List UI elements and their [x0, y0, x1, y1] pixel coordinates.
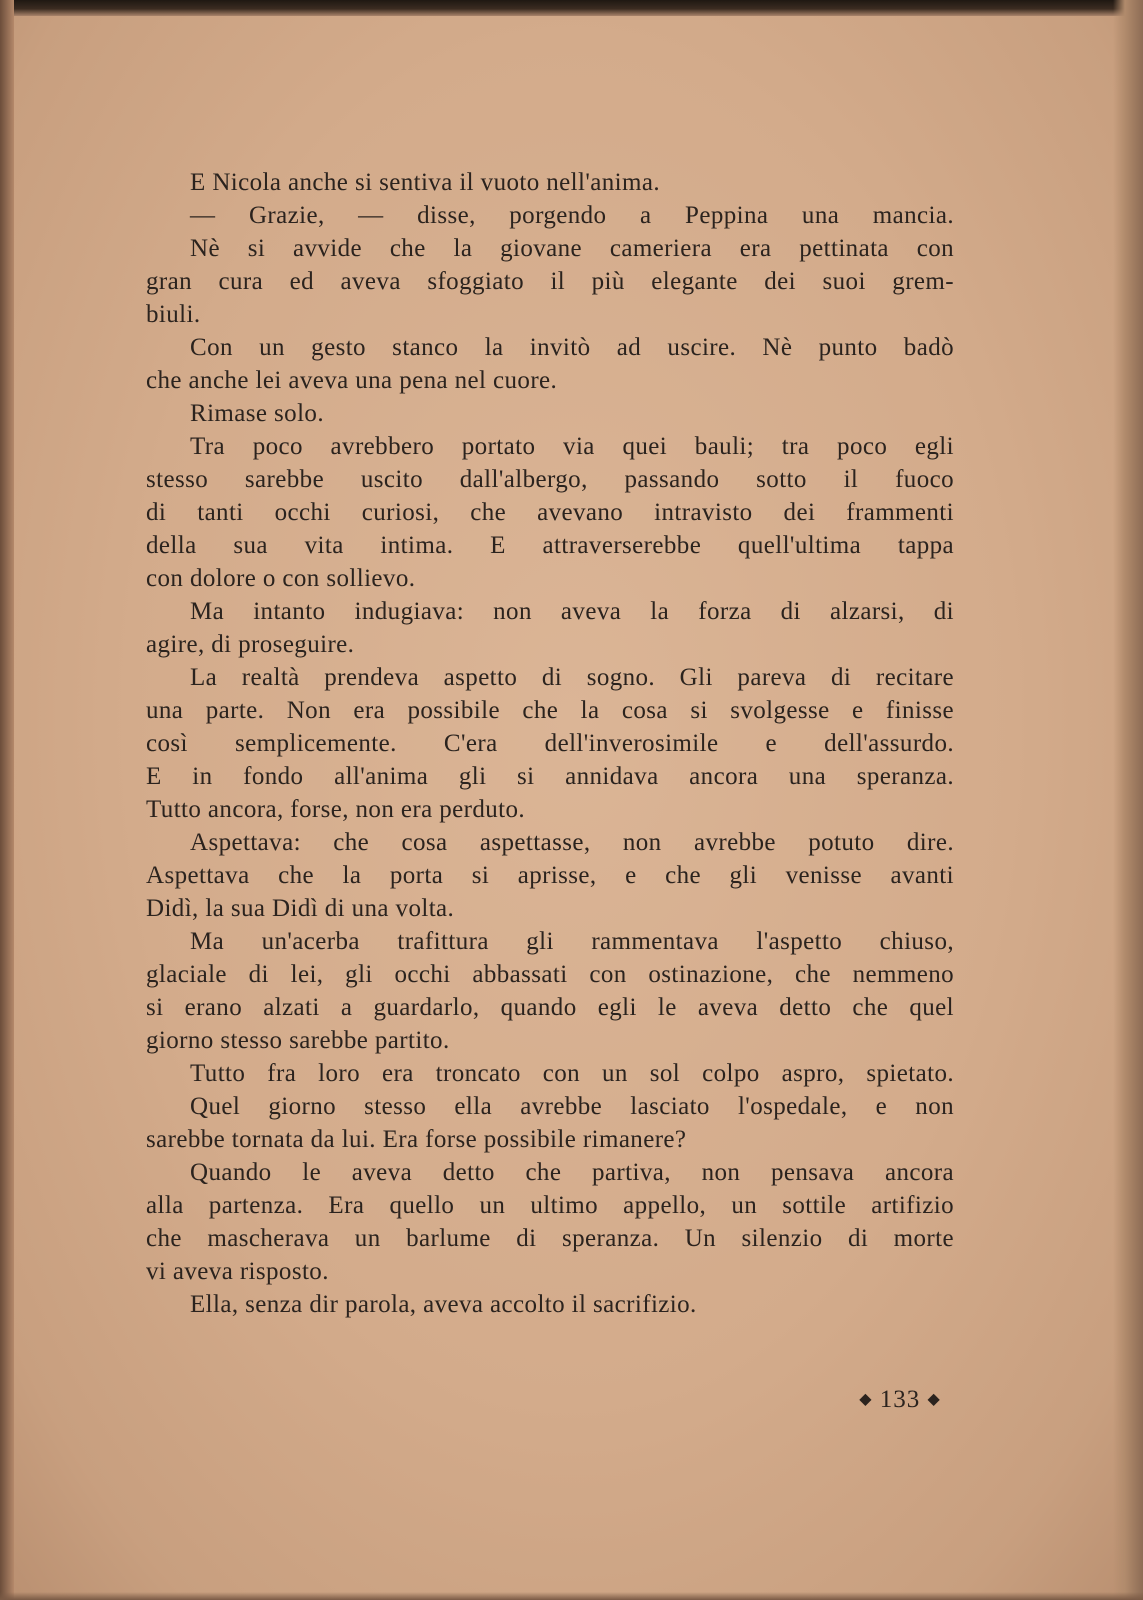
text-line: agire, di proseguire. [146, 631, 355, 658]
text-line: sarebbe tornata da lui. Era forse possibile rimanere? [146, 1126, 687, 1153]
text-line: una parte. Non era possibile che la cosa si svolgesse e finisse [146, 697, 954, 724]
page-bottom-edge [0, 1592, 1143, 1600]
text-line: Con un gesto stanco la invitò ad uscire. Nè punto badò [190, 334, 954, 361]
text-line: Quel giorno stesso ella avrebbe lasciato l'ospedale, e non [190, 1093, 954, 1120]
page-top-edge [0, 0, 1143, 16]
body-text [146, 166, 954, 1321]
text-line: vi aveva risposto. [146, 1258, 329, 1285]
text-line: della sua vita intima. E attraverserebbe quell'ultima tappa [146, 532, 954, 559]
text-line: così semplicemente. C'era dell'inverosimile e dell'assurdo. [146, 730, 954, 757]
text-line: con dolore o con sollievo. [146, 565, 416, 592]
page-number-value: 133 [879, 1386, 921, 1413]
text-line: che mascherava un barlume di speranza. Un silenzio di morte [146, 1225, 954, 1252]
text-line: Rimase solo. [190, 400, 324, 427]
text-line: Didì, la sua Didì di una volta. [146, 895, 455, 922]
text-line: — Grazie, — disse, porgendo a Peppina una mancia. [190, 202, 954, 229]
text-line: biuli. [146, 301, 201, 328]
text-line: Ma intanto indugiava: non aveva la forza di alzarsi, di [190, 598, 954, 625]
text-line: Nè si avvide che la giovane cameriera era pettinata con [190, 235, 954, 262]
text-line: alla partenza. Era quello un ultimo appello, un sottile artifizio [146, 1192, 954, 1219]
text-line: Quando le aveva detto che partiva, non pensava ancora [190, 1159, 954, 1186]
text-line: che anche lei aveva una pena nel cuore. [146, 367, 558, 394]
diamond-ornament-icon: ◆ [859, 1391, 873, 1408]
text-line: Tutto ancora, forse, non era perduto. [146, 796, 526, 823]
text-line: E in fondo all'anima gli si annidava ancora una speranza. [146, 763, 954, 790]
text-line: stesso sarebbe uscito dall'albergo, passando sotto il fuoco [146, 466, 954, 493]
text-line: La realtà prendeva aspetto di sogno. Gli pareva di recitare [190, 664, 954, 691]
page-number [850, 1386, 950, 1414]
text-line: si erano alzati a guardarlo, quando egli le aveva detto che quel [146, 994, 954, 1021]
text-line: Aspettava: che cosa aspettasse, non avrebbe potuto dire. [190, 829, 954, 856]
text-line: Ella, senza dir parola, aveva accolto il sacrifizio. [190, 1291, 697, 1318]
text-line: E Nicola anche si sentiva il vuoto nell'anima. [190, 169, 660, 196]
text-line: Tutto fra loro era troncato con un sol colpo aspro, spietato. [190, 1060, 954, 1087]
text-line: giorno stesso sarebbe partito. [146, 1027, 450, 1054]
text-line: Aspettava che la porta si aprisse, e che gli venisse avanti [146, 862, 954, 889]
page-right-edge [1113, 0, 1143, 1600]
text-line: Tra poco avrebbero portato via quei bauli; tra poco egli [190, 433, 954, 460]
text-line: gran cura ed aveva sfoggiato il più elegante dei suoi grem- [146, 268, 954, 295]
text-line: di tanti occhi curiosi, che avevano intravisto dei frammenti [146, 499, 954, 526]
page-left-edge [0, 0, 14, 1600]
text-line: glaciale di lei, gli occhi abbassati con ostinazione, che nemmeno [146, 961, 954, 988]
diamond-ornament-icon: ◆ [927, 1391, 941, 1408]
text-line: Ma un'acerba trafittura gli rammentava l'aspetto chiuso, [190, 928, 954, 955]
